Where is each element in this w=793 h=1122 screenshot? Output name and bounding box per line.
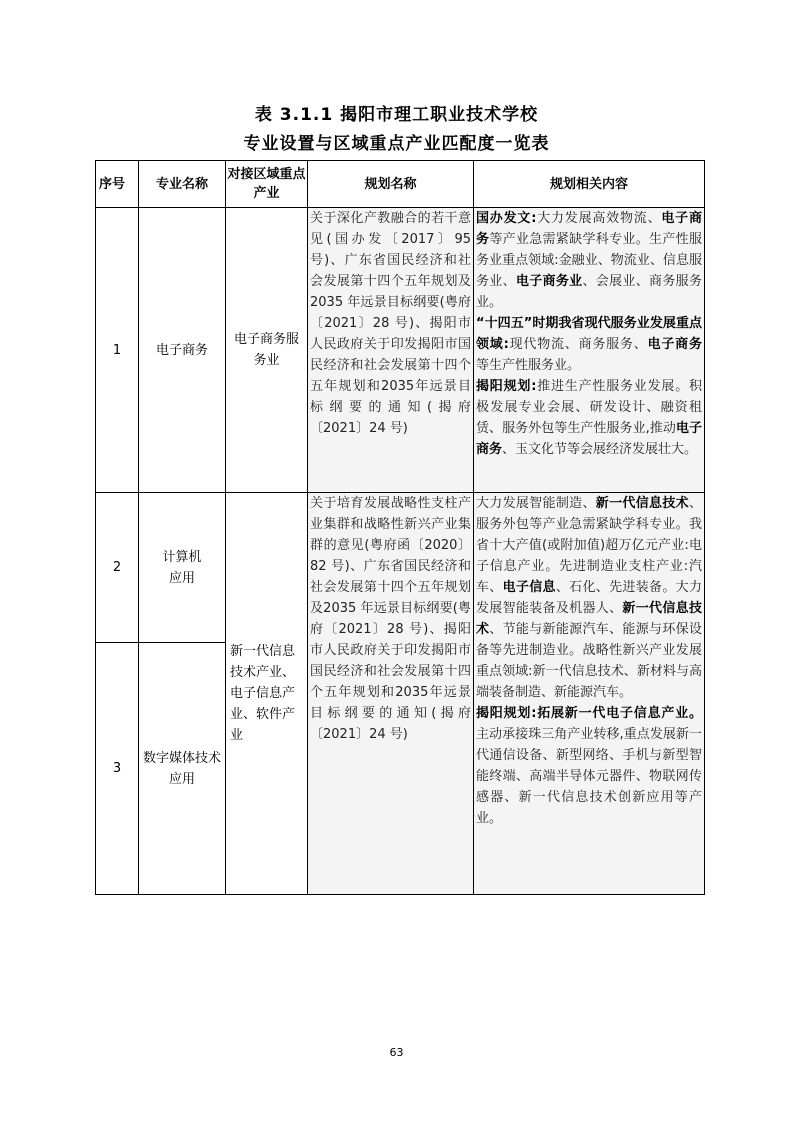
content-paragraph: 国办发文:大力发展高效物流、电子商务等产业急需紧缺学科专业。生产性服务业重点领域:金融业、物流业、信息服务业、电子商务业、会展业、商务服务业。 bbox=[476, 211, 702, 310]
content-paragraph: 揭阳规划:推进生产性服务业发展。积极发展专业会展、研发设计、融资租赁、服务外包等生产性服务业,推动电子商务、玉文化节等会展经济发展壮大。 bbox=[476, 379, 702, 457]
row-seq: 2 bbox=[96, 493, 139, 643]
group-industry: 新一代信息技术产业、电子信息产业、软件产业 bbox=[226, 493, 308, 895]
row-industry: 电子商务服务业 bbox=[226, 208, 308, 493]
row-plan: 关于深化产教融合的若干意见(国办发〔2017〕95 号)、广东省国民经济和社会发展第十四个五年规划及2035 年远景目标纲要(粤府〔2021〕28 号)、揭阳市人民政府关于印发揭阳市国民经济和社会发展第十四个五年规划和2035年远景目标纲要的通知(揭府〔2021〕24 号) bbox=[308, 208, 474, 493]
header-content: 规划相关内容 bbox=[474, 161, 705, 208]
row-major: 数字媒体技术应用 bbox=[139, 643, 226, 895]
header-major: 专业名称 bbox=[139, 161, 226, 208]
table-row bbox=[96, 208, 705, 493]
row-content bbox=[474, 208, 705, 493]
group-plan: 关于培育发展战略性支柱产业集群和战略性新兴产业集群的意见(粤府函〔2020〕82 号)、广东省国民经济和社会发展第十四个五年规划及2035 年远景目标纲要(粤府〔2021〕28 号)、揭阳市人民政府关于印发揭阳市国民经济和社会发展第十四个五年规划和2035年远景目标纲要的通知(揭府〔2021〕24 号) bbox=[308, 493, 474, 895]
header-seq: 序号 bbox=[96, 161, 139, 208]
content-paragraph: 揭阳规划:拓展新一代电子信息产业。主动承接珠三角产业转移,重点发展新一代通信设备、新型网络、手机与新型智能终端、高端半导体元器件、物联网传感器、新一代信息技术创新应用等产业。 bbox=[476, 706, 702, 826]
major-industry-table bbox=[95, 160, 705, 895]
content-paragraph: “十四五”时期我省现代服务业发展重点领域:现代物流、商务服务、电子商务等生产性服务业。 bbox=[476, 316, 702, 373]
header-industry: 对接区域重点产业 bbox=[226, 161, 308, 208]
table-subtitle: 专业设置与区域重点产业匹配度一览表 bbox=[243, 134, 550, 154]
content-paragraph: 大力发展智能制造、新一代信息技术、服务外包等产业急需紧缺学科专业。我省十大产值(或附加值)超万亿元产业:电子信息产业。先进制造业支柱产业:汽车、电子信息、石化、先进装备。大力发展智能装备及机器人、新一代信息技术、节能与新能源汽车、能源与环保设备等先进制造业。战略性新兴产业发展重点领域:新一代信息技术、新材料与高端装备制造、新能源汽车。 bbox=[476, 496, 702, 700]
page-number: 63 bbox=[389, 1046, 404, 1059]
row-seq: 3 bbox=[96, 643, 139, 895]
table-row bbox=[96, 493, 705, 643]
table-title: 表 3.1.1 揭阳市理工职业技术学校 bbox=[254, 105, 539, 125]
header-plan: 规划名称 bbox=[308, 161, 474, 208]
row-seq: 1 bbox=[96, 208, 139, 493]
row-major: 电子商务 bbox=[139, 208, 226, 493]
header-row bbox=[96, 161, 705, 208]
row-major: 计算机应用 bbox=[139, 493, 226, 643]
group-content bbox=[474, 493, 705, 895]
